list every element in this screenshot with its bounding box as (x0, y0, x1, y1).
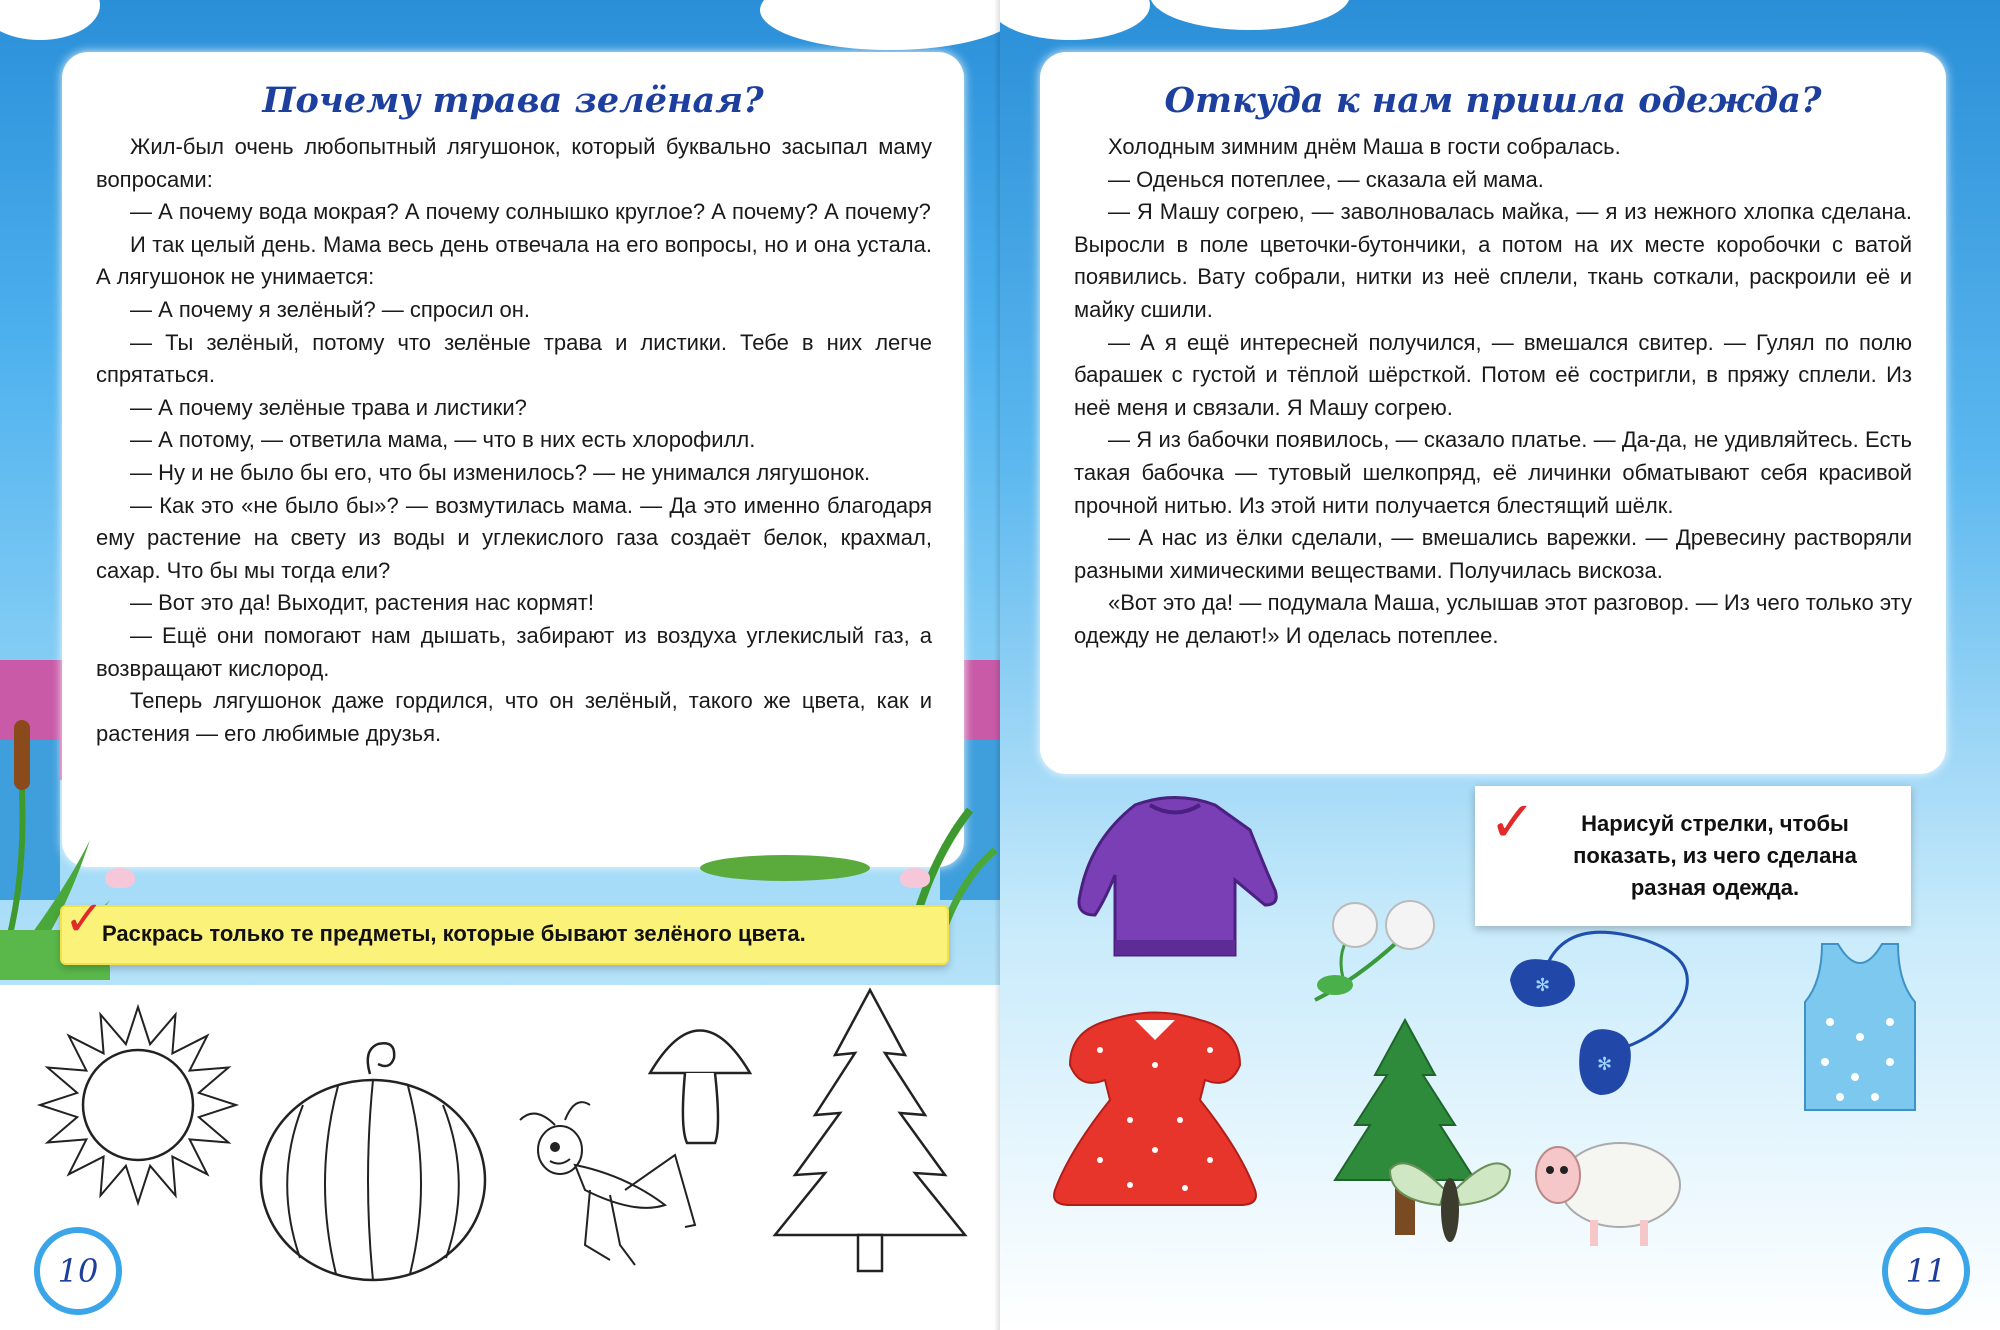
sweater-icon[interactable] (1075, 790, 1285, 965)
arrow-task-text: Нарисуй стрелки, чтобы показать, из чего сделана разная одежда. (1573, 811, 1857, 900)
story-paragraph: — А потому, — ответила мама, — что в них есть хлорофилл. (130, 427, 756, 453)
story-paragraph: — Ты зелёный, потому что зелёные трава и листики. Тебе в них легче спрятаться. (96, 329, 932, 388)
check-icon: ✓ (64, 891, 105, 947)
silk-moth-icon[interactable] (1385, 1150, 1515, 1250)
sun-outline-icon[interactable] (38, 1005, 238, 1205)
story-card (1040, 52, 1946, 774)
story-paragraph: Теперь лягушонок даже гордился, что он зелёный, такого же цвета, как и растения — его любимые друзья. (96, 688, 932, 746)
dress-icon[interactable] (1040, 1010, 1270, 1210)
lily-pad-icon (700, 855, 870, 881)
story-paragraph: Холодным зимним днём Маша в гости собралась. (1108, 134, 1621, 159)
story-paragraph: — А почему я зелёный? — спросил он. (130, 296, 531, 322)
story-paragraph: — Ну и не было бы его, что бы изменилось? — не унимался лягушонок. (130, 459, 871, 485)
cloud-decoration (1000, 0, 1150, 40)
page-number: 10 (34, 1227, 122, 1315)
story-title: Почему трава зелёная? (262, 80, 764, 121)
coloring-task (60, 891, 949, 965)
story-title: Откуда к нам пришла одежда? (1164, 80, 1822, 121)
coloring-task-text: Раскрась только те предметы, которые бывают зелёного цвета. (102, 921, 806, 946)
story-text (1074, 131, 1912, 653)
story-paragraph: — Оденься потеплее, — сказала ей мама. (1108, 166, 1544, 192)
watermelon-outline-icon[interactable] (258, 1030, 488, 1285)
story-paragraph: — А почему зелёные трава и листики? (130, 394, 527, 420)
tank-top-icon[interactable] (1800, 942, 1920, 1112)
story-paragraph: И так целый день. Мама весь день отвечала на его вопросы, но и она устала. А лягушонок не унимается: (96, 231, 932, 290)
arrow-task (1475, 786, 1911, 926)
water-lily-icon (105, 868, 135, 888)
story-paragraph: «Вот это да! — подумала Маша, услышав этот разговор. — Из чего только эту одежду не делают!» И оделась потеплее. (1074, 590, 1912, 648)
story-paragraph: — Как это «не было бы»? — возмутилась мама. — Да это именно благодаря ему растение на свету из воды и углекислого газа создаёт белок, крахмал, сахар. Что бы мы тогда ели? (96, 492, 932, 583)
right-page (1000, 0, 2000, 1330)
page-number: 11 (1882, 1227, 1970, 1315)
story-paragraph: — А я ещё интересней получился, — вмешался свитер. — Гулял по полю барашек с густой и тёплой шёрсткой. Потом её состригли, в пряжу сплели. Из неё меня и связали. Я Машу согрею. (1074, 329, 1912, 420)
story-paragraph: — А нас из ёлки сделали, — вмешались варежки. — Древесину растворяли разными химическими веществами. Получилась вискоза. (1074, 525, 1912, 583)
check-icon: ✓ (1489, 790, 1536, 855)
svg-text:✻: ✻ (1535, 975, 1551, 996)
story-paragraph: Жил-был очень любопытный лягушонок, который буквально засыпал маму вопросами: (96, 134, 932, 192)
cloud-decoration (0, 0, 100, 40)
story-paragraph: — Я из бабочки появилось, — сказало платье. — Да-да, не удивляйтесь. Есть такая бабочка — тутовый шелкопряд, её личинки обматывают себя красивой прочной нитью. Из этой нити получается блестящий шёлк. (1074, 427, 1912, 518)
story-paragraph: — Ещё они помогают нам дышать, забирают из воздуха углекислый газ, а возвращают кислород. (96, 622, 932, 681)
story-paragraph: — Вот это да! Выходит, растения нас кормят! (130, 590, 594, 616)
mushroom-outline-icon[interactable] (645, 1018, 755, 1148)
svg-text:✻: ✻ (1597, 1054, 1613, 1075)
fir-tree-outline-icon[interactable] (770, 985, 970, 1275)
mittens-icon[interactable] (1505, 935, 1705, 1105)
cotton-icon[interactable] (1305, 895, 1435, 1010)
story-card (62, 52, 964, 867)
story-paragraph: — А почему вода мокрая? А почему солнышко круглое? А почему? А почему? (130, 199, 931, 225)
cloud-decoration (1150, 0, 1350, 30)
cloud-decoration (760, 0, 1000, 50)
story-paragraph: — Я Машу согрею, — заволновалась майка, — я из нежного хлопка сделана. Выросли в поле цветочки-бутончики, а потом на их месте коробочки с ватой появились. Вату собрали, нитки из неё сплели, ткань соткали, раскроили её и майку сшили. (1074, 199, 1912, 322)
water-lily-icon (900, 868, 930, 888)
story-text (96, 131, 932, 750)
sheep-icon[interactable] (1530, 1130, 1680, 1250)
